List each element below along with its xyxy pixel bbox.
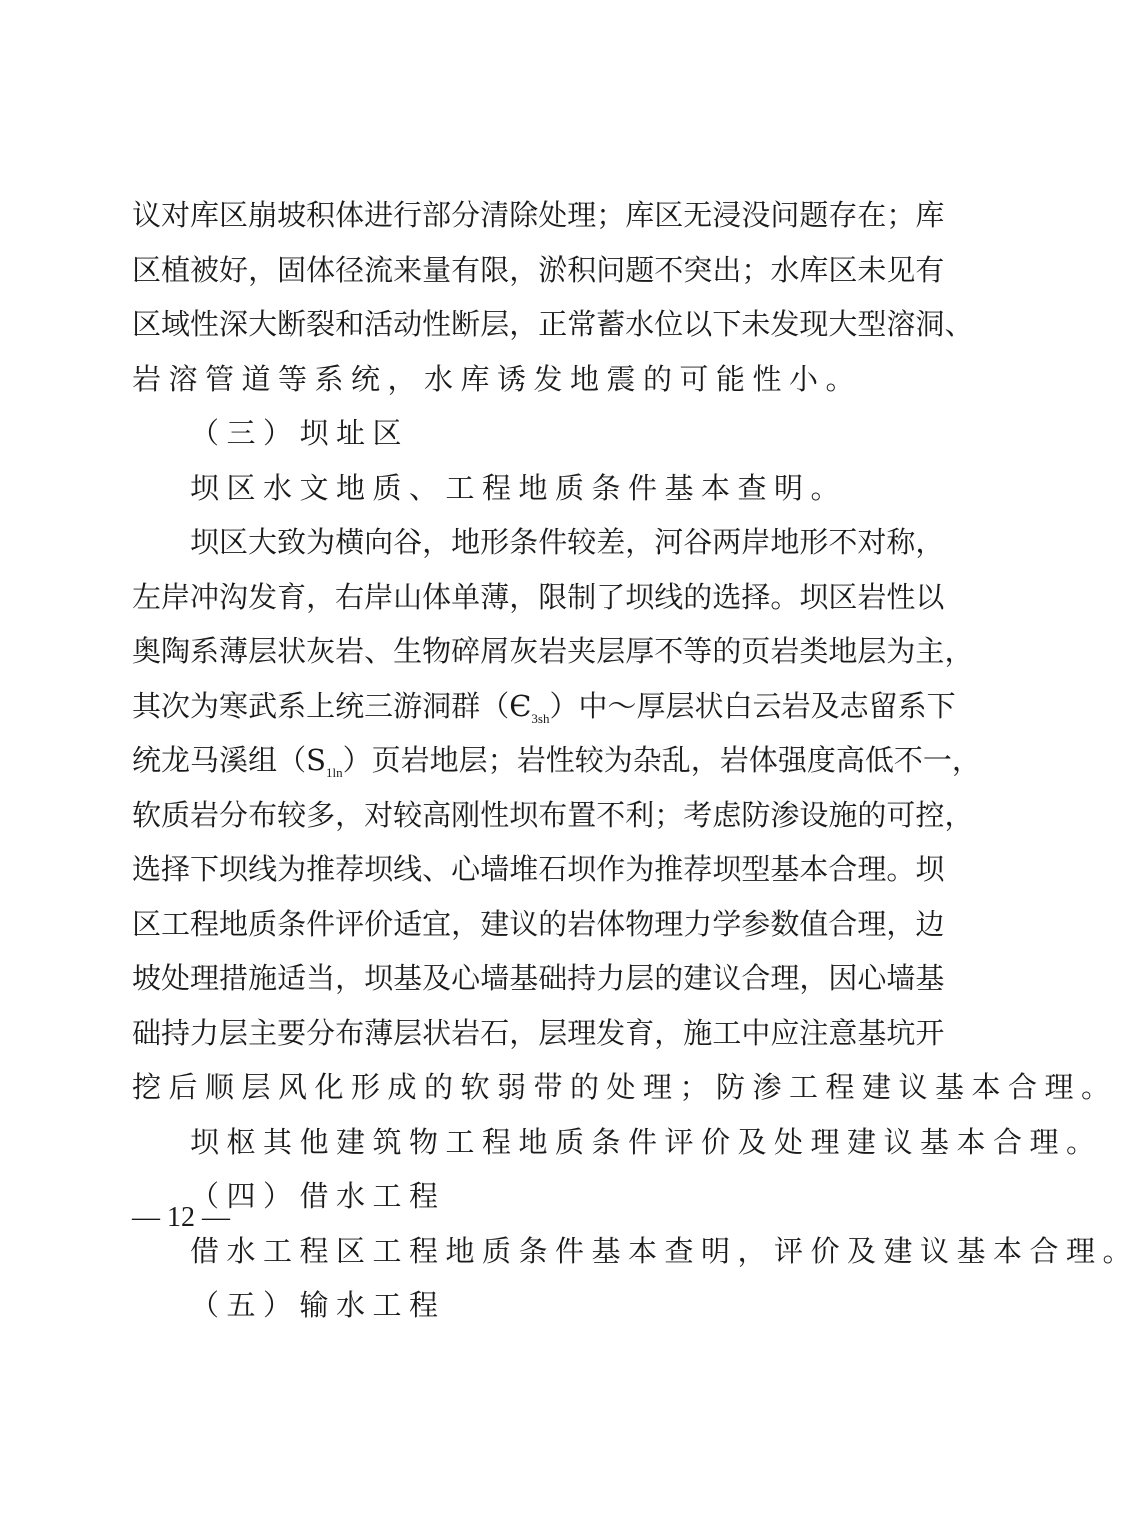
section-heading: （四）借水工程 <box>190 1179 446 1213</box>
paragraph-line: 左 岸 冲 沟 发 育 ， 右 岸 山 体 单 薄 ， 限 制 了 坝 线 的 选 择 。 坝 区 岩 性 以 <box>132 580 945 614</box>
section-heading: （五）输水工程 <box>190 1288 446 1322</box>
paragraph-line: 础 持 力 层 主 要 分 布 薄 层 状 岩 石 ， 层 理 发 育 ， 施 工 中 应 注 意 基 坑 开 <box>132 1016 945 1050</box>
paragraph-line: 借水工程区工程地质条件基本查明，评价及建议基本合理。 <box>190 1234 1139 1268</box>
paragraph-line: 挖后顺层风化形成的软弱带的处理；防渗工程建议基本合理。 <box>132 1070 1118 1104</box>
paragraph-line: 区 植 被 好 ， 固 体 径 流 来 量 有 限 ， 淤 积 问 题 不 突 出 ； 水 库 区 未 见 有 <box>132 253 945 287</box>
paragraph-line: 坡 处 理 措 施 适 当 ， 坝 基 及 心 墙 基 础 持 力 层 的 建 议 合 理 ， 因 心 墙 基 <box>132 961 945 995</box>
subscript-text: 1ln <box>325 765 343 780</box>
paragraph-line: 其 次 为 寒 武 系 上 统 三 游 洞 群 （ $Є_{3sh}$ ） 中 ～ 厚 层 状 白 云 岩 及 志 留 系 下 <box>132 689 956 726</box>
paragraph-line: 坝枢其他建筑物工程地质条件评价及处理建议基本合理。 <box>190 1125 1103 1159</box>
paragraph-line: 区 域 性 深 大 断 裂 和 活 动 性 断 层 ， 正 常 蓄 水 位 以 下 未 发 现 大 型 溶 洞 、 <box>132 307 974 341</box>
paragraph-line: 坝区水文地质、工程地质条件基本查明。 <box>190 471 848 505</box>
paragraph-line: 坝 区 大 致 为 横 向 谷 ， 地 形 条 件 较 差 ， 河 谷 两 岸 地 形 不 对 称 ， <box>190 525 945 559</box>
paragraph-line: 区 工 程 地 质 条 件 评 价 适 宜 ， 建 议 的 岩 体 物 理 力 学 参 数 值 合 理 ， 边 <box>132 907 945 941</box>
subscript-text: 3sh <box>531 711 550 726</box>
paragraph-line: 统 龙 马 溪 组 （ $S_{1ln}$ ） 页 岩 地 层 ； 岩 性 较 为 杂 乱 ， 岩 体 强 度 高 低 不 一 ， <box>132 743 981 780</box>
page-number: — 12 — <box>132 1202 230 1233</box>
paragraph-line: 软 质 岩 分 布 较 多 ， 对 较 高 刚 性 坝 布 置 不 利 ； 考 虑 防 渗 设 施 的 可 控 ， <box>132 798 974 832</box>
paragraph-line: 选 择 下 坝 线 为 推 荐 坝 线 、 心 墙 堆 石 坝 作 为 推 荐 坝 型 基 本 合 理 。 坝 <box>132 852 945 886</box>
section-heading: （三）坝址区 <box>190 416 410 450</box>
paragraph-line: 议 对 库 区 崩 坡 积 体 进 行 部 分 清 除 处 理 ； 库 区 无 浸 没 问 题 存 在 ； 库 <box>132 198 945 232</box>
paragraph-line: 岩溶管道等系统，水库诱发地震的可能性小。 <box>132 362 863 396</box>
paragraph-line: 奥 陶 系 薄 层 状 灰 岩 、 生 物 碎 屑 灰 岩 夹 层 厚 不 等 的 页 岩 类 地 层 为 主 ， <box>132 634 974 668</box>
